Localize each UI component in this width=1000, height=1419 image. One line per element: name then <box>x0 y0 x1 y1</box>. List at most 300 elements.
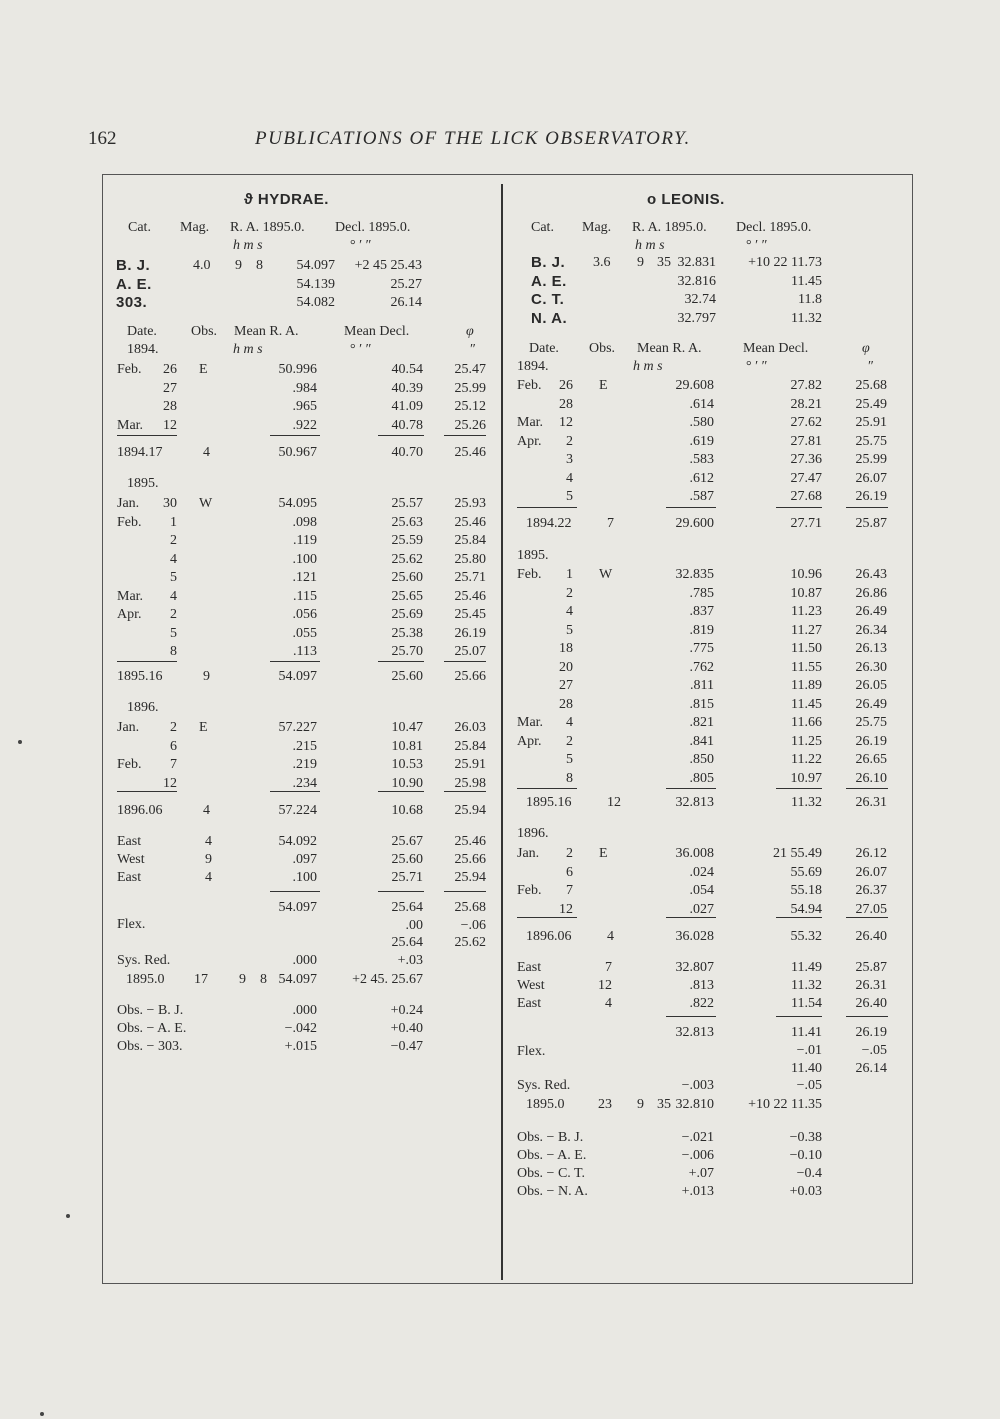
row-phi: 26.03 <box>454 720 486 735</box>
paper-speck <box>66 1214 70 1218</box>
residual-decl: −0.10 <box>789 1148 822 1163</box>
summary-ra: .822 <box>689 996 714 1011</box>
summary-phi: 26.40 <box>855 996 887 1011</box>
row-month: Jan. <box>117 496 140 511</box>
table-rule <box>846 507 888 508</box>
mean-date: 1894.17 <box>117 445 163 460</box>
summary-phi: 26.31 <box>855 978 887 993</box>
residual-label: Obs. − 303. <box>117 1039 183 1054</box>
row-day: 2 <box>170 720 177 735</box>
row-decl: 25.59 <box>391 533 423 548</box>
summary-count: 9 <box>205 852 212 867</box>
catalog-decl: 11.8 <box>798 292 822 307</box>
catalog-name: A. E. <box>116 275 152 293</box>
row-day: 5 <box>566 752 573 767</box>
catalog-decl: 26.14 <box>390 295 422 310</box>
row-phi: 25.26 <box>454 417 486 433</box>
sys-red-decl: −.05 <box>796 1078 822 1093</box>
residual-label: Obs. − C. T. <box>517 1166 586 1181</box>
row-phi: 26.19 <box>855 489 887 504</box>
sys-red-decl: +.03 <box>397 953 423 968</box>
catalog-decl: 11.32 <box>791 310 822 326</box>
mean-phi: 25.46 <box>454 445 486 460</box>
row-day: 4 <box>566 715 573 730</box>
final-decl: +10 22 11.35 <box>748 1097 822 1112</box>
residual-decl: +0.40 <box>390 1021 423 1036</box>
final-decl: +2 45. 25.67 <box>352 972 423 987</box>
column-divider <box>501 184 503 1280</box>
mean-count: 4 <box>203 445 210 460</box>
row-ra: .219 <box>292 757 317 772</box>
row-decl: 11.45 <box>791 696 822 712</box>
row-day: 5 <box>566 622 573 638</box>
row-ra: .821 <box>689 715 714 730</box>
row-decl: 40.54 <box>391 362 423 377</box>
header-obs: Obs. <box>589 341 616 356</box>
year-label: 1894. <box>127 342 159 357</box>
row-decl: 55.18 <box>790 883 822 898</box>
row-phi: 25.12 <box>454 399 486 414</box>
catalog-ra-m: 35 <box>657 255 671 270</box>
summary-mean-ra: 32.813 <box>675 1025 714 1040</box>
summary-decl: 25.60 <box>391 852 423 867</box>
row-decl: 11.22 <box>791 752 822 767</box>
header-cat: Cat. <box>128 220 151 235</box>
flexure-label: Flex. <box>117 917 146 932</box>
summary-label: East <box>517 996 542 1011</box>
residual-decl: −0.38 <box>789 1130 822 1145</box>
row-day: 20 <box>559 659 573 675</box>
final-count: 23 <box>598 1097 612 1112</box>
row-ra: .024 <box>689 864 714 880</box>
row-day: 7 <box>566 883 573 898</box>
catalog-ra-s: 54.082 <box>296 295 335 310</box>
table-rule <box>666 1016 716 1017</box>
row-phi: 25.99 <box>855 452 887 467</box>
row-decl: 11.50 <box>791 641 822 656</box>
header-decl: Decl. 1895.0. <box>335 220 411 235</box>
row-phi: 27.05 <box>855 901 887 917</box>
row-observer: E <box>199 720 208 735</box>
row-ra: .234 <box>292 775 317 791</box>
row-month: Mar. <box>117 417 144 433</box>
table-rule <box>517 917 577 918</box>
row-phi: 26.34 <box>855 622 887 638</box>
table-rule <box>666 917 716 918</box>
flexure-result-decl: 11.40 <box>791 1061 822 1076</box>
row-decl: 11.23 <box>791 604 822 619</box>
header-decl: Decl. 1895.0. <box>736 220 812 235</box>
row-day: 28 <box>559 396 573 412</box>
row-day: 6 <box>566 864 573 880</box>
header-mean-ra: Mean R. A. <box>637 341 702 356</box>
summary-decl: 25.67 <box>391 834 423 849</box>
summary-mean-decl: 25.64 <box>391 900 423 915</box>
row-ra: 54.095 <box>278 496 317 511</box>
mean-ra: 32.813 <box>675 795 714 810</box>
row-month: Feb. <box>117 514 142 530</box>
summary-decl: 11.54 <box>791 996 822 1011</box>
table-rule <box>117 435 177 436</box>
row-phi: 25.07 <box>454 644 486 659</box>
table-rule <box>270 661 320 662</box>
catalog-ra-h: 9 <box>235 258 242 273</box>
catalog-ra-s: 32.797 <box>677 310 716 326</box>
mean-ra: 36.028 <box>675 929 714 944</box>
mean-phi: 25.94 <box>454 803 486 818</box>
row-ra: .215 <box>292 738 317 754</box>
summary-phi: 25.87 <box>855 960 887 975</box>
row-day: 8 <box>566 770 573 786</box>
row-phi: 25.49 <box>855 396 887 412</box>
row-ra: .819 <box>689 622 714 638</box>
catalog-ra-m: 8 <box>256 258 263 273</box>
row-decl: 40.78 <box>391 417 423 433</box>
mean-phi: 25.87 <box>855 516 887 531</box>
year-label: 1894. <box>517 359 549 374</box>
row-decl: 11.27 <box>791 622 822 638</box>
final-ra-s: 32.810 <box>675 1097 714 1112</box>
summary-ra: .097 <box>292 852 317 867</box>
final-ra-h: 9 <box>637 1097 644 1112</box>
row-phi: 26.05 <box>855 678 887 693</box>
row-day: 12 <box>559 415 573 430</box>
row-day: 1 <box>170 514 177 530</box>
units-ra: h m s <box>233 238 263 253</box>
residual-decl: −0.4 <box>796 1166 822 1181</box>
row-phi: 25.93 <box>454 496 486 511</box>
row-phi: 26.49 <box>855 604 887 619</box>
row-day: 6 <box>170 738 177 754</box>
row-ra: 32.835 <box>675 567 714 582</box>
row-ra: .580 <box>689 415 714 430</box>
row-day: 3 <box>566 452 573 467</box>
row-phi: 25.91 <box>855 415 887 430</box>
year-label: 1895. <box>127 476 159 491</box>
summary-phi: 25.66 <box>454 852 486 867</box>
residual-decl: +0.24 <box>390 1003 423 1018</box>
table-rule <box>378 791 424 792</box>
catalog-name: B. J. <box>531 254 566 271</box>
summary-mean-decl: 11.41 <box>791 1025 822 1040</box>
row-phi: 26.07 <box>855 470 887 486</box>
mean-ra: 29.600 <box>675 516 714 531</box>
row-phi: 25.75 <box>855 715 887 730</box>
table-rule <box>846 917 888 918</box>
row-decl: 27.62 <box>790 415 822 430</box>
row-phi: 25.91 <box>454 757 486 772</box>
residual-label: Obs. − B. J. <box>117 1003 184 1018</box>
summary-mean-phi: 25.68 <box>454 900 486 915</box>
row-phi: 25.99 <box>454 380 486 396</box>
row-decl: 25.65 <box>391 588 423 604</box>
catalog-ra-s: 32.816 <box>677 273 716 289</box>
units-phi: ″ <box>470 342 476 357</box>
row-day: 2 <box>170 607 177 622</box>
table-rule <box>517 507 577 508</box>
header-mag: Mag. <box>180 220 210 235</box>
row-decl: 11.55 <box>791 659 822 675</box>
header-obs: Obs. <box>191 324 218 339</box>
summary-decl: 11.49 <box>791 960 822 975</box>
units-mean-ra: h m s <box>233 342 263 357</box>
row-ra: .054 <box>689 883 714 898</box>
row-decl: 27.68 <box>790 489 822 504</box>
sys-red-ra: −.003 <box>681 1078 714 1093</box>
summary-phi: 25.46 <box>454 834 486 849</box>
mean-count: 4 <box>607 929 614 944</box>
table-rule <box>117 661 177 662</box>
row-ra: .984 <box>292 380 317 396</box>
mean-count: 4 <box>203 803 210 818</box>
row-ra: .587 <box>689 489 714 504</box>
row-phi: 26.13 <box>855 641 887 656</box>
units-decl: ° ′ ″ <box>350 238 372 253</box>
row-day: 12 <box>559 901 573 917</box>
catalog-name: B. J. <box>116 257 151 274</box>
year-label: 1895. <box>517 548 549 563</box>
final-epoch: 1895.0 <box>126 972 165 987</box>
row-decl: 11.89 <box>791 678 822 693</box>
mean-phi: 26.40 <box>855 929 887 944</box>
summary-ra: 32.807 <box>675 960 714 975</box>
catalog-ra-s: 54.139 <box>296 276 335 292</box>
header-mag: Mag. <box>582 220 612 235</box>
summary-phi: 25.94 <box>454 870 486 885</box>
summary-label: East <box>517 960 542 975</box>
row-ra: .815 <box>689 696 714 712</box>
row-phi: 25.98 <box>454 775 486 791</box>
row-decl: 10.97 <box>790 770 822 786</box>
row-decl: 25.62 <box>391 551 423 567</box>
row-ra: .841 <box>689 733 714 749</box>
row-decl: 41.09 <box>391 399 423 414</box>
summary-label: East <box>117 870 142 885</box>
residual-ra: +.07 <box>688 1166 714 1181</box>
catalog-decl: 11.45 <box>791 273 822 289</box>
mean-decl: 25.60 <box>391 669 423 684</box>
catalog-name: 303. <box>116 294 148 311</box>
row-decl: 27.36 <box>790 452 822 467</box>
row-month: Apr. <box>517 433 542 449</box>
row-phi: 26.19 <box>855 733 887 749</box>
summary-count: 12 <box>598 978 612 993</box>
row-day: 1 <box>566 567 573 582</box>
running-head: PUBLICATIONS OF THE LICK OBSERVATORY. <box>255 128 691 149</box>
mean-decl: 55.32 <box>790 929 822 944</box>
units-mean-ra: h m s <box>633 359 663 374</box>
row-ra: .614 <box>689 396 714 412</box>
row-day: 26 <box>559 378 573 393</box>
row-phi: 25.84 <box>454 533 486 548</box>
year-label: 1896. <box>127 700 159 715</box>
row-day: 28 <box>559 696 573 712</box>
row-day: 5 <box>170 570 177 585</box>
residual-label: Obs. − A. E. <box>117 1021 187 1036</box>
header-mean-ra: Mean R. A. <box>234 324 299 339</box>
sys-red-ra: .000 <box>292 953 317 968</box>
row-phi: 26.19 <box>454 625 486 641</box>
row-decl: 21 55.49 <box>773 846 822 861</box>
row-phi: 25.71 <box>454 570 486 585</box>
row-ra: .098 <box>292 514 317 530</box>
residual-ra: −.042 <box>284 1021 317 1036</box>
row-decl: 25.63 <box>391 514 423 530</box>
row-day: 27 <box>559 678 573 693</box>
flexure-decl: −.01 <box>796 1043 822 1058</box>
row-ra: .115 <box>293 588 317 604</box>
row-decl: 10.90 <box>391 775 423 791</box>
summary-label: West <box>517 978 545 993</box>
row-month: Mar. <box>117 588 144 604</box>
row-phi: 25.46 <box>454 588 486 604</box>
row-ra: .027 <box>689 901 714 917</box>
row-phi: 26.30 <box>855 659 887 675</box>
catalog-ra-s: 32.74 <box>684 292 716 307</box>
units-phi: ″ <box>868 359 874 374</box>
row-day: 2 <box>566 585 573 601</box>
residual-decl: −0.47 <box>390 1039 423 1054</box>
mean-date: 1896.06 <box>526 929 572 944</box>
final-epoch: 1895.0 <box>526 1097 565 1112</box>
row-month: Feb. <box>117 362 142 377</box>
residual-ra: +.013 <box>681 1184 714 1199</box>
row-ra: .055 <box>292 625 317 641</box>
mean-decl: 10.68 <box>391 803 423 818</box>
row-decl: 11.25 <box>791 733 822 749</box>
summary-decl: 11.32 <box>791 978 822 993</box>
residual-label: Obs. − N. A. <box>517 1184 588 1199</box>
row-month: Mar. <box>517 415 544 430</box>
row-phi: 26.43 <box>855 567 887 582</box>
summary-count: 4 <box>205 870 212 885</box>
row-day: 4 <box>566 470 573 486</box>
row-day: 7 <box>170 757 177 772</box>
catalog-decl: 25.27 <box>390 276 422 292</box>
row-phi: 26.07 <box>855 864 887 880</box>
summary-count: 7 <box>605 960 612 975</box>
row-phi: 26.10 <box>855 770 887 786</box>
residual-ra: +.015 <box>284 1039 317 1054</box>
page-number: 162 <box>88 128 117 149</box>
row-ra: .583 <box>689 452 714 467</box>
table-rule <box>270 891 320 892</box>
row-ra: .965 <box>292 399 317 414</box>
catalog-mag: 4.0 <box>193 258 211 273</box>
mean-phi: 26.31 <box>855 795 887 810</box>
row-ra: .121 <box>292 570 317 585</box>
header-mean-decl: Mean Decl. <box>743 341 809 356</box>
row-decl: 55.69 <box>790 864 822 880</box>
catalog-ra-s: 54.097 <box>296 258 335 273</box>
mean-count: 12 <box>607 795 621 810</box>
summary-mean-phi: 26.19 <box>855 1025 887 1040</box>
row-phi: 25.46 <box>454 514 486 530</box>
final-count: 17 <box>194 972 208 987</box>
row-day: 28 <box>163 399 177 414</box>
row-ra: .811 <box>690 678 714 693</box>
star-title: ο LEONIS. <box>647 191 725 208</box>
table-rule <box>776 788 822 789</box>
summary-ra: 54.092 <box>278 834 317 849</box>
table-rule <box>666 788 716 789</box>
header-phi: φ <box>862 341 870 356</box>
row-month: Feb. <box>517 378 542 393</box>
flexure-result-decl: 25.64 <box>391 935 423 950</box>
header-phi: φ <box>466 324 474 339</box>
header-ra: R. A. 1895.0. <box>230 220 305 235</box>
row-day: 2 <box>566 433 573 449</box>
row-decl: 28.21 <box>790 396 822 412</box>
summary-decl: 25.71 <box>391 870 423 885</box>
summary-ra: .100 <box>292 870 317 885</box>
sys-red-label: Sys. Red. <box>517 1078 571 1093</box>
row-ra: .619 <box>689 433 714 449</box>
row-day: 12 <box>163 775 177 791</box>
row-day: 2 <box>566 846 573 861</box>
final-ra-m: 35 <box>657 1097 671 1112</box>
summary-count: 4 <box>605 996 612 1011</box>
row-observer: E <box>599 846 608 861</box>
row-day: 8 <box>170 644 177 659</box>
row-day: 30 <box>163 496 177 511</box>
row-day: 26 <box>163 362 177 377</box>
mean-decl: 27.71 <box>790 516 822 531</box>
row-ra: .850 <box>689 752 714 767</box>
paper-speck <box>18 740 22 744</box>
units-ra: h m s <box>635 238 665 253</box>
residual-label: Obs. − B. J. <box>517 1130 584 1145</box>
mean-phi: 25.66 <box>454 669 486 684</box>
row-phi: 25.45 <box>454 607 486 622</box>
table-rule <box>776 1016 822 1017</box>
year-label: 1896. <box>517 826 549 841</box>
row-day: 5 <box>566 489 573 504</box>
residual-decl: +0.03 <box>789 1184 822 1199</box>
table-rule <box>846 788 888 789</box>
flexure-decl: .00 <box>405 918 423 933</box>
row-ra: .100 <box>292 551 317 567</box>
mean-date: 1895.16 <box>526 795 572 810</box>
mean-count: 9 <box>203 669 210 684</box>
row-month: Mar. <box>517 715 544 730</box>
row-ra: 36.008 <box>675 846 714 861</box>
mean-decl: 40.70 <box>391 445 423 460</box>
catalog-decl: +2 45 25.43 <box>354 258 422 273</box>
mean-date: 1894.22 <box>526 516 572 531</box>
row-ra: .922 <box>292 417 317 433</box>
units-decl: ° ′ ″ <box>746 238 768 253</box>
row-day: 18 <box>559 641 573 656</box>
row-decl: 25.69 <box>391 607 423 622</box>
final-ra-m: 8 <box>260 972 267 987</box>
sys-red-label: Sys. Red. <box>117 953 171 968</box>
row-month: Feb. <box>517 567 542 582</box>
header-cat: Cat. <box>531 220 554 235</box>
mean-ra: 57.224 <box>278 803 317 818</box>
mean-ra: 50.967 <box>278 445 317 460</box>
row-decl: 27.81 <box>790 433 822 449</box>
row-decl: 10.47 <box>391 720 423 735</box>
row-month: Jan. <box>117 720 140 735</box>
summary-ra: .813 <box>689 978 714 993</box>
table-rule <box>776 917 822 918</box>
row-month: Apr. <box>517 733 542 749</box>
row-day: 4 <box>170 551 177 567</box>
catalog-mag: 3.6 <box>593 255 611 270</box>
star-title: ϑ HYDRAE. <box>244 191 329 208</box>
residual-ra: −.021 <box>681 1130 714 1145</box>
